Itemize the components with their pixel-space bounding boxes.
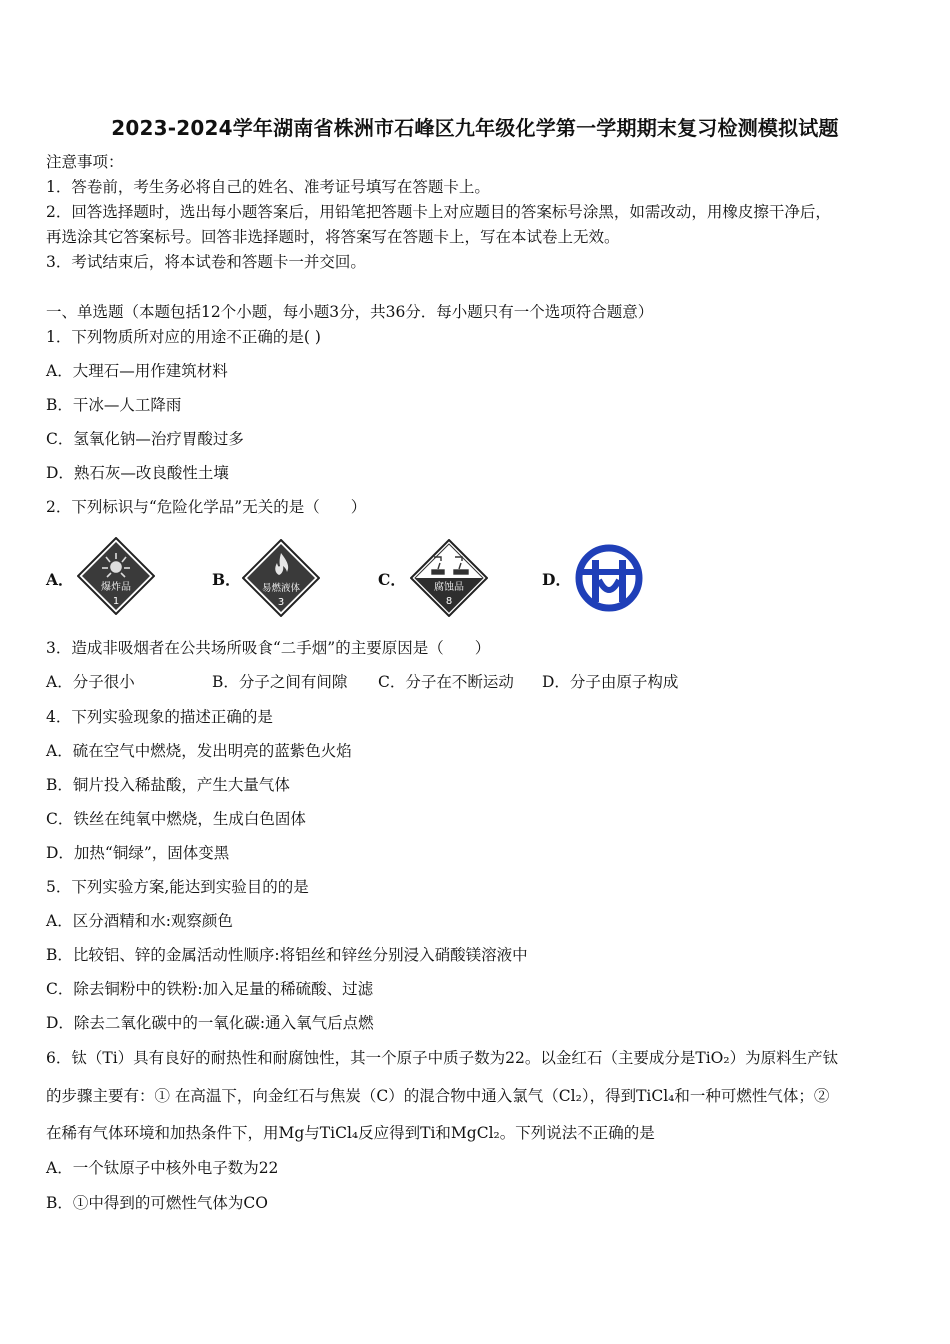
blue-circle-logo-sign[interactable] [575, 544, 643, 612]
question-6-option-b[interactable]: B．①中得到的可燃性气体为CO [46, 1194, 268, 1212]
question-6-stem-line-2: 的步骤主要有：① 在高温下，向金红石与焦炭（C）的混合物中通入氯气（Cl₂），得到TiCl₄和一种可燃性气体；② [46, 1087, 830, 1105]
question-1-option-b[interactable]: B．干冰—人工降雨 [46, 396, 182, 414]
explosive-sign-text: 爆炸品 [101, 582, 131, 593]
question-3-stem: 3．造成非吸烟者在公共场所吸食“二手烟”的主要原因是（ ） [46, 639, 491, 657]
question-1-option-c[interactable]: C．氢氧化钠—治疗胃酸过多 [46, 430, 244, 448]
question-1-option-d[interactable]: D．熟石灰—改良酸性土壤 [46, 464, 229, 482]
question-6-stem-line-1: 6．钛（Ti）具有良好的耐热性和耐腐蚀性，其一个原子中质子数为22。以金红石（主要成分是TiO₂）为原料生产钛 [46, 1049, 839, 1067]
question-4-option-c[interactable]: C．铁丝在纯氧中燃烧，生成白色固体 [46, 810, 306, 828]
question-3-option-d[interactable]: D．分子由原子构成 [542, 673, 679, 691]
question-4-option-a[interactable]: A．硫在空气中燃烧，发出明亮的蓝紫色火焰 [46, 742, 352, 760]
question-2-label-b[interactable]: B． [212, 570, 241, 589]
flammable-liquid-sign[interactable] [242, 539, 320, 617]
question-1-stem: 1．下列物质所对应的用途不正确的是( ) [46, 328, 321, 346]
question-1-option-a[interactable]: A．大理石—用作建筑材料 [46, 362, 228, 380]
notice-item: 3．考试结束后，将本试卷和答题卡一并交回。 [46, 253, 366, 271]
page-title: 2023-2024学年湖南省株洲市石峰区九年级化学第一学期期末复习检测模拟试题 [111, 116, 839, 140]
explosive-hazard-sign[interactable] [77, 537, 155, 615]
corrosive-hazard-sign[interactable] [410, 539, 488, 617]
flammable-sign-number: 3 [277, 597, 285, 608]
question-3-option-c[interactable]: C．分子在不断运动 [378, 673, 514, 691]
notice-item: 再选涂其它答案标号。回答非选择题时，将答案写在答题卡上，写在本试卷上无效。 [46, 228, 620, 246]
question-6-option-a[interactable]: A．一个钛原子中核外电子数为22 [46, 1159, 279, 1177]
question-2-label-a[interactable]: A． [46, 570, 74, 589]
notice-heading: 注意事项： [46, 153, 124, 171]
question-6-stem-line-3: 在稀有气体环境和加热条件下，用Mg与TiCl₄反应得到Ti和MgCl₂。下列说法不正确的是 [46, 1124, 655, 1142]
question-3-option-a[interactable]: A．分子很小 [46, 673, 135, 691]
question-5-option-a[interactable]: A．区分酒精和水:观察颜色 [46, 912, 233, 930]
question-4-stem: 4．下列实验现象的描述正确的是 [46, 708, 273, 726]
question-4-option-d[interactable]: D．加热“铜绿”，固体变黑 [46, 844, 230, 862]
question-2-stem: 2．下列标识与“危险化学品”无关的是（ ） [46, 498, 367, 516]
question-2-label-d[interactable]: D． [542, 570, 571, 589]
question-4-option-b[interactable]: B．铜片投入稀盐酸，产生大量气体 [46, 776, 290, 794]
notice-item: 1．答卷前，考生务必将自己的姓名、准考证号填写在答题卡上。 [46, 178, 490, 196]
question-5-stem: 5．下列实验方案,能达到实验目的的是 [46, 878, 309, 896]
notice-item: 2．回答选择题时，选出每小题答案后，用铅笔把答题卡上对应题目的答案标号涂黑，如需改动，用橡皮擦干净后， [46, 203, 831, 221]
question-5-option-d[interactable]: D．除去二氧化碳中的一氧化碳:通入氧气后点燃 [46, 1014, 374, 1032]
flammable-sign-text: 易燃液体 [261, 583, 301, 594]
question-5-option-c[interactable]: C．除去铜粉中的铁粉:加入足量的稀硫酸、过滤 [46, 980, 374, 998]
question-2-label-c[interactable]: C． [378, 570, 406, 589]
section-heading: 一、单选题（本题包括12个小题，每小题3分，共36分．每小题只有一个选项符合题意） [46, 303, 654, 321]
explosive-sign-number: 1 [112, 596, 120, 607]
corrosive-sign-text: 腐蚀品 [434, 582, 464, 593]
corrosive-sign-number: 8 [445, 596, 453, 607]
question-3-option-b[interactable]: B．分子之间有间隙 [212, 673, 348, 691]
question-5-option-b[interactable]: B．比较铝、锌的金属活动性顺序:将铝丝和锌丝分别浸入硝酸镁溶液中 [46, 946, 528, 964]
